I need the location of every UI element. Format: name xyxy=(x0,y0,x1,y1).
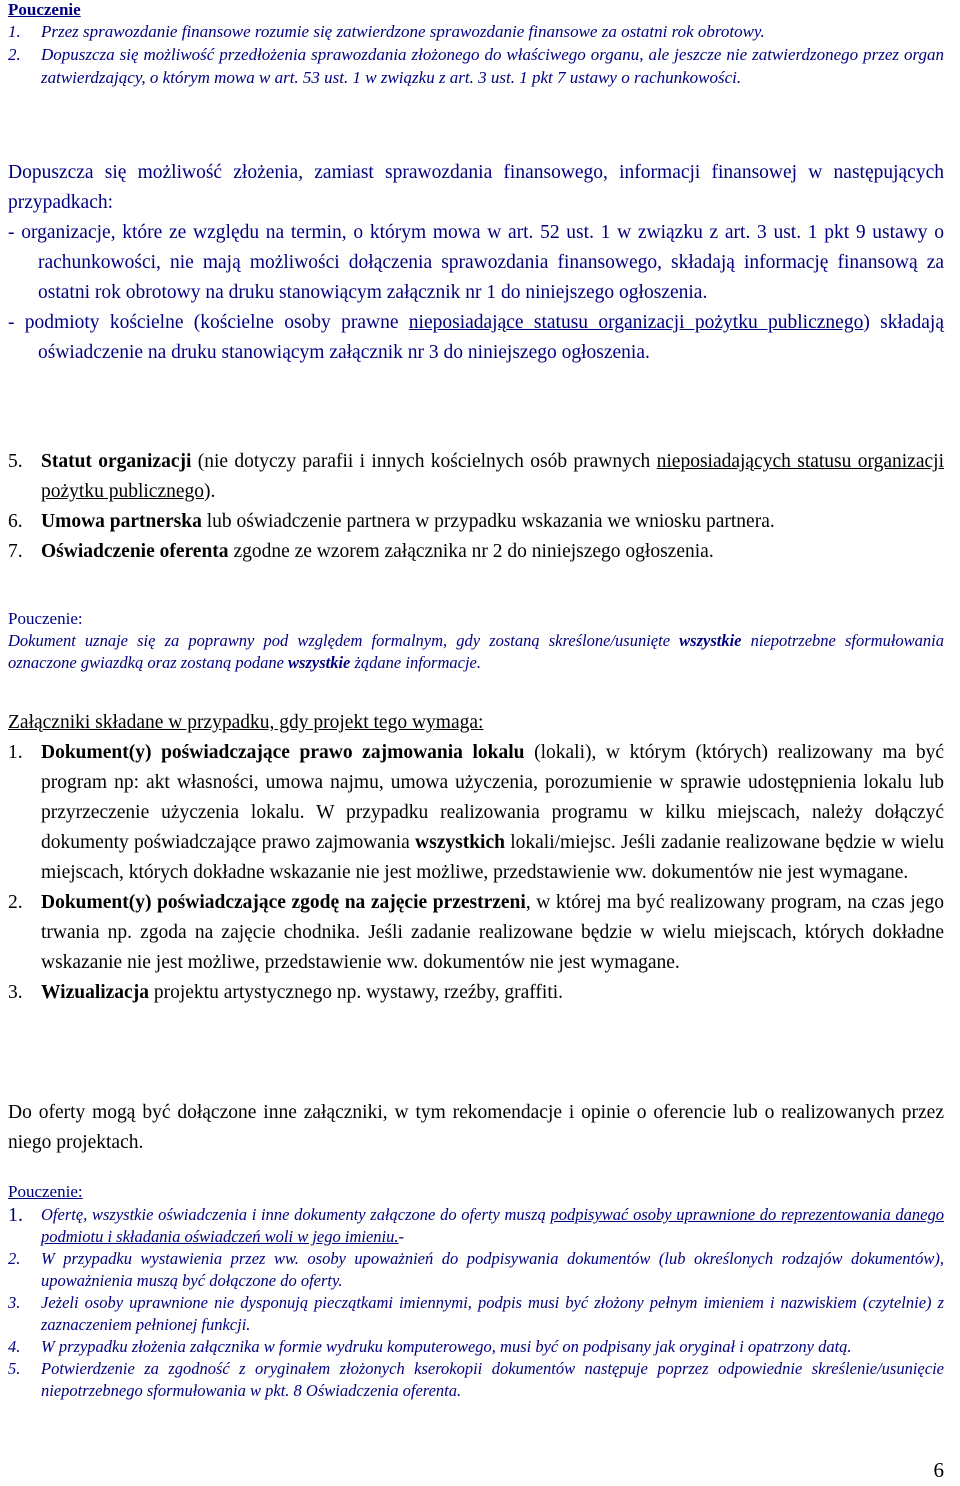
list-item: 3. Wizualizacja projektu artystycznego np. wystawy, rzeźby, graffiti. xyxy=(8,982,564,1003)
mid-note xyxy=(8,608,944,674)
list-item: 2. Dokument(y) poświadczające zgodę na zajęcie przestrzeni, w której ma być realizowany program, na czas jego trwania np. zgoda na zajęcie chodnika. Jeśli zadanie realizowane będzie w wielu miejscach, których dokładne wskazanie nie jest możliwe, przedstawienie ww. dokumentów nie jest wymagane. xyxy=(8,892,944,973)
bottom-note-heading: Pouczenie: xyxy=(8,1182,83,1201)
bottom-note xyxy=(8,1180,944,1402)
top-note-item-2: 2. Dopuszcza się możliwość przedłożenia sprawozdania złożonego do właściwego organu, ale jeszcze nie zatwierdzonego przez organ zatwierdzający, o którym mowa w art. 53 ust. 1 w związku z art. 3 ust. 1 pkt 7 ustawy o rachunkowości. xyxy=(8,45,944,87)
list-item: 2. W przypadku wystawienia przez ww. osoby upoważnień do podpisywania dokumentów (lub określonych rodzajów dokumentów), upoważnienia muszą być dołączone do oferty. xyxy=(8,1249,944,1290)
list-item: 4. W przypadku złożenia załącznika w formie wydruku komputerowego, musi być on podpisany jak oryginał i opatrzony datą. xyxy=(8,1337,852,1356)
top-note-item-text: Dopuszcza się możliwość przedłożenia sprawozdania złożonego do właściwego organu, ale jeszcze nie zatwierdzonego przez organ zatwierdzający, o którym mowa w art. 53 ust. 1 w związku z art. 3 ust. 1 pkt 7 ustawy o rachunkowości. xyxy=(41,45,944,87)
top-note-item-1: 1. Przez sprawozdanie finansowe rozumie się zatwierdzone sprawozdanie finansowe za ostatni rok obrotowy. xyxy=(8,22,765,41)
list-item: 1. Ofertę, wszystkie oświadczenia i inne dokumenty załączone do oferty muszą podpisywać osoby uprawnione do reprezentowania danego podmiotu i składania oświadczeń woli w jego imieniu.- xyxy=(8,1204,944,1246)
list-item: 7. Oświadczenie oferenta zgodne ze wzorem załącznika nr 2 do niniejszego ogłoszenia. xyxy=(8,541,714,562)
list-item: 6. Umowa partnerska lub oświadczenie partnera w przypadku wskazania we wniosku partnera. xyxy=(8,511,775,532)
list-item: 5. Potwierdzenie za zgodność z oryginałem złożonych kserokopii dokumentów następuje poprzez odpowiednie skreślenie/usunięcie niepotrzebnego sformułowania w pkt. 8 Oświadczenia oferenta. xyxy=(8,1359,944,1400)
list-item: 5. Statut organizacji (nie dotyczy parafii i innych kościelnych osób prawnych nieposiadających statusu organizacji pożytku publicznego). xyxy=(8,451,944,502)
attachments-heading: Załączniki składane w przypadku, gdy projekt tego wymaga: xyxy=(8,712,484,733)
required-documents-list xyxy=(8,447,944,567)
mid-note-heading: Pouczenie: xyxy=(8,609,83,628)
financial-info-dash-2: - podmioty kościelne (kościelne osoby prawne nieposiadające statusu organizacji pożytku publicznego) składają oświadczenie na druku stanowiącym załącznik nr 3 do niniejszego ogłoszenia. xyxy=(8,312,945,363)
top-note xyxy=(8,0,944,89)
other-attachments-paragraph: Do oferty mogą być dołączone inne załączniki, w tym rekomendacje i opinie o oferencie lub o realizowanych przez niego projektach. xyxy=(8,1102,944,1153)
mid-note-text: Dokument uznaje się za poprawny pod względem formalnym, gdy zostaną skreślone/usunięte wszystkie niepotrzebne sformułowania oznaczone gwiazdką oraz zostaną podane wszystkie żądane informacje. xyxy=(8,631,944,672)
financial-info-paragraph xyxy=(8,158,944,368)
top-note-item-text: Przez sprawozdanie finansowe rozumie się zatwierdzone sprawozdanie finansowe za ostatni rok obrotowy. xyxy=(41,22,765,41)
list-item: 3. Jeżeli osoby uprawnione nie dysponują pieczątkami imiennymi, podpis musi być złożony pełnym imieniem i nazwiskiem (czytelnie) z zaznaczeniem pełnionej funkcji. xyxy=(8,1293,944,1334)
list-item: 1. Dokument(y) poświadczające prawo zajmowania lokalu (lokali), w którym (których) realizowany ma być program np: akt własności, umowa najmu, umowa użyczenia, porozumienie w sprawie udostępnienia lokalu lub przyrzeczenie użyczenia lokalu. W przypadku realizowania programu w kilku miejscach, należy dołączyć dokumenty poświadczające prawo zajmowania wszystkich lokali/miejsc. Jeśli zadanie realizowane będzie w wielu miejscach, których dokładne wskazanie nie jest możliwe, przedstawienie ww. dokumentów nie jest wymagane. xyxy=(8,742,944,883)
financial-info-dash-1: - organizacje, które ze względu na termin, o którym mowa w art. 52 ust. 1 w związku z art. 3 ust. 1 pkt 9 ustawy o rachunkowości, nie mają możliwości dołączenia sprawozdania finansowego, składają informację finansową za ostatni rok obrotowy na druku stanowiącym załącznik nr 1 do niniejszego ogłoszenia. xyxy=(8,222,944,303)
attachments-section xyxy=(8,708,944,1008)
financial-info-intro: Dopuszcza się możliwość złożenia, zamiast sprawozdania finansowego, informacji finansowej w następujących przypadkach: xyxy=(8,162,944,213)
page-number: 6 xyxy=(933,1458,944,1482)
top-note-heading: Pouczenie xyxy=(8,0,81,19)
